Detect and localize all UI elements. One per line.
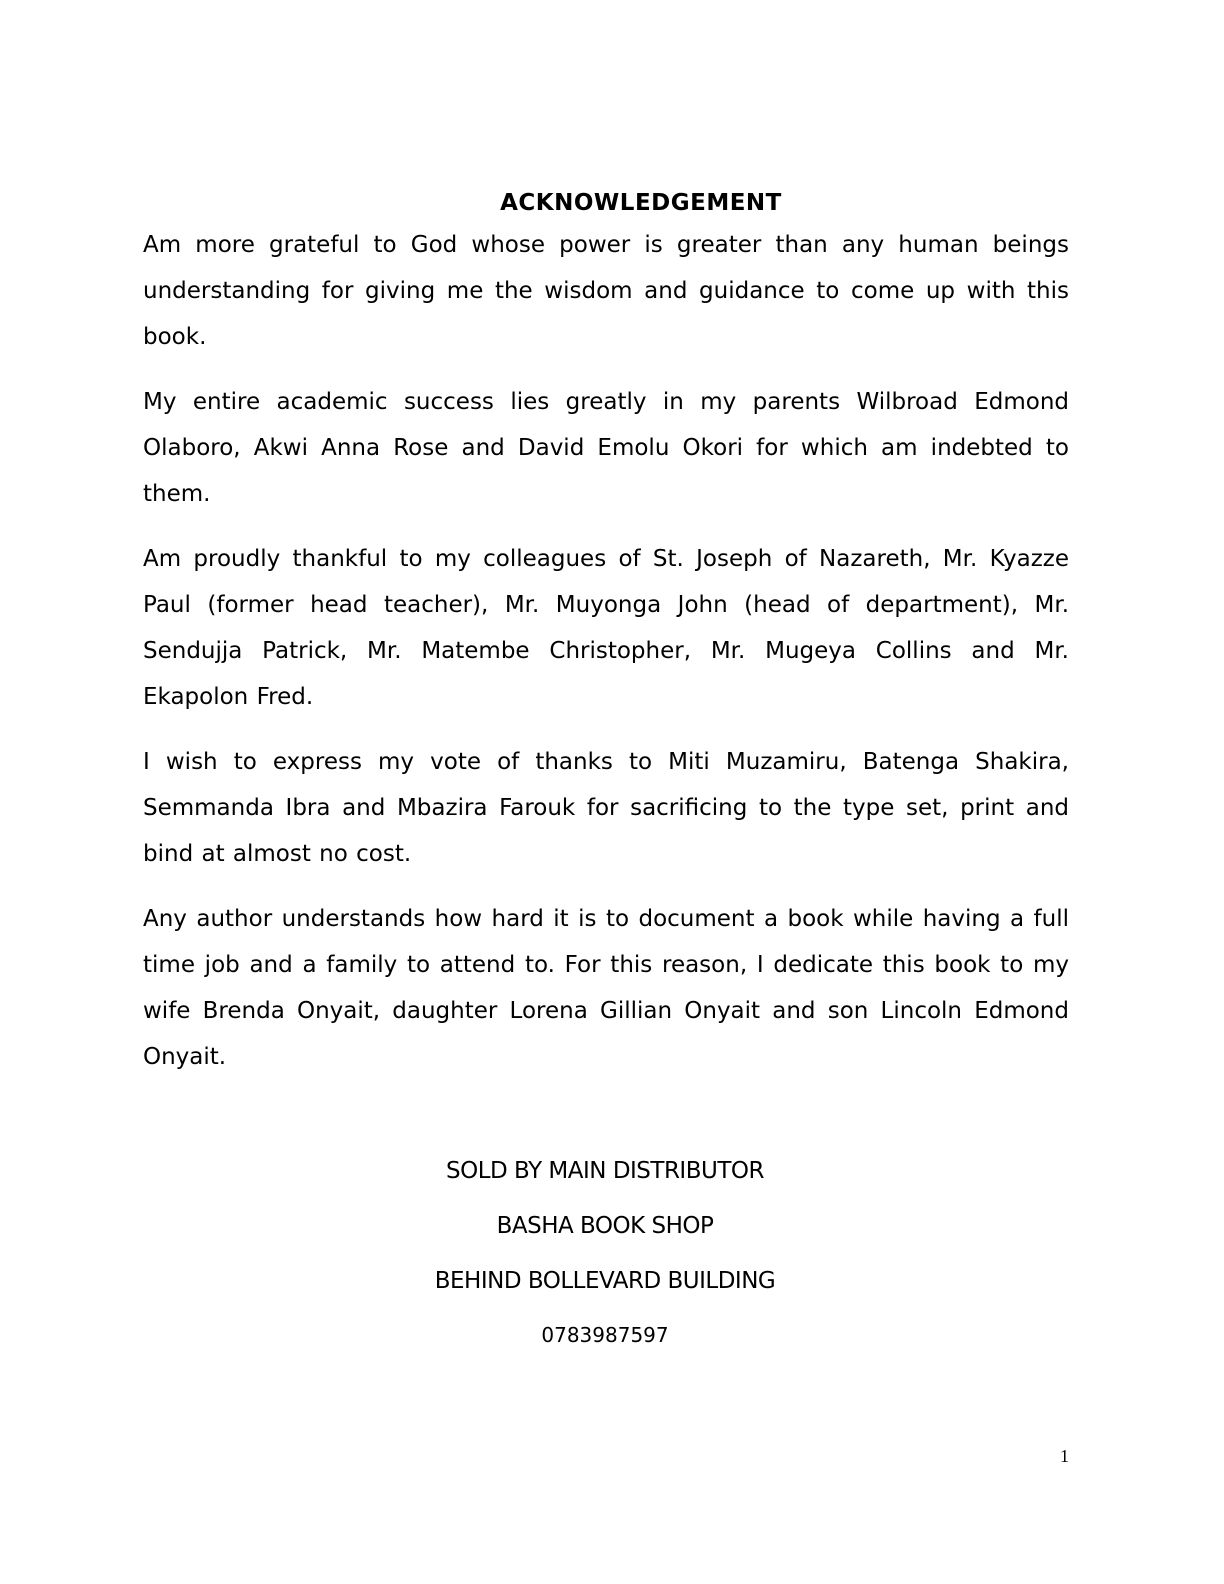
paragraph-parents: My entire academic success lies greatly in my parents Wilbroad Edmond Olaboro, Akwi Anna Rose and David Emolu Okori for which am indebted to them. [143, 389, 1069, 507]
page-title: ACKNOWLEDGEMENT [500, 190, 782, 216]
paragraph-gratitude-god: Am more grateful to God whose power is greater than any human beings understanding for giving me the wisdom and guidance to come up with this book. [143, 232, 1069, 350]
page-number: 1 [1060, 1446, 1069, 1466]
paragraph-colleagues: Am proudly thankful to my colleagues of St. Joseph of Nazareth, Mr. Kyazze Paul (former head teacher), Mr. Muyonga John (head of department), Mr. Sendujja Patrick, Mr. Matembe Christopher, Mr. Mugeya Collins and Mr. Ekapolon Fred. [143, 546, 1069, 710]
distributor-shop-name: BASHA BOOK SHOP [496, 1213, 714, 1239]
paragraph-dedication: Any author understands how hard it is to document a book while having a full time job and a family to attend to. For this reason, I dedicate this book to my wife Brenda Onyait, daughter Lorena Gillian Onyait and son Lincoln Edmond Onyait. [143, 906, 1069, 1070]
distributor-heading: SOLD BY MAIN DISTRIBUTOR [446, 1158, 764, 1184]
acknowledgement-body [143, 222, 1069, 1099]
distributor-block [0, 1155, 1210, 1350]
paragraph-vote-of-thanks: I wish to express my vote of thanks to Miti Muzamiru, Batenga Shakira, Semmanda Ibra and Mbazira Farouk for sacrificing to the type set, print and bind at almost no cost. [143, 749, 1069, 867]
distributor-phone: 0783987597 [541, 1323, 669, 1347]
distributor-location: BEHIND BOLLEVARD BUILDING [434, 1268, 776, 1294]
